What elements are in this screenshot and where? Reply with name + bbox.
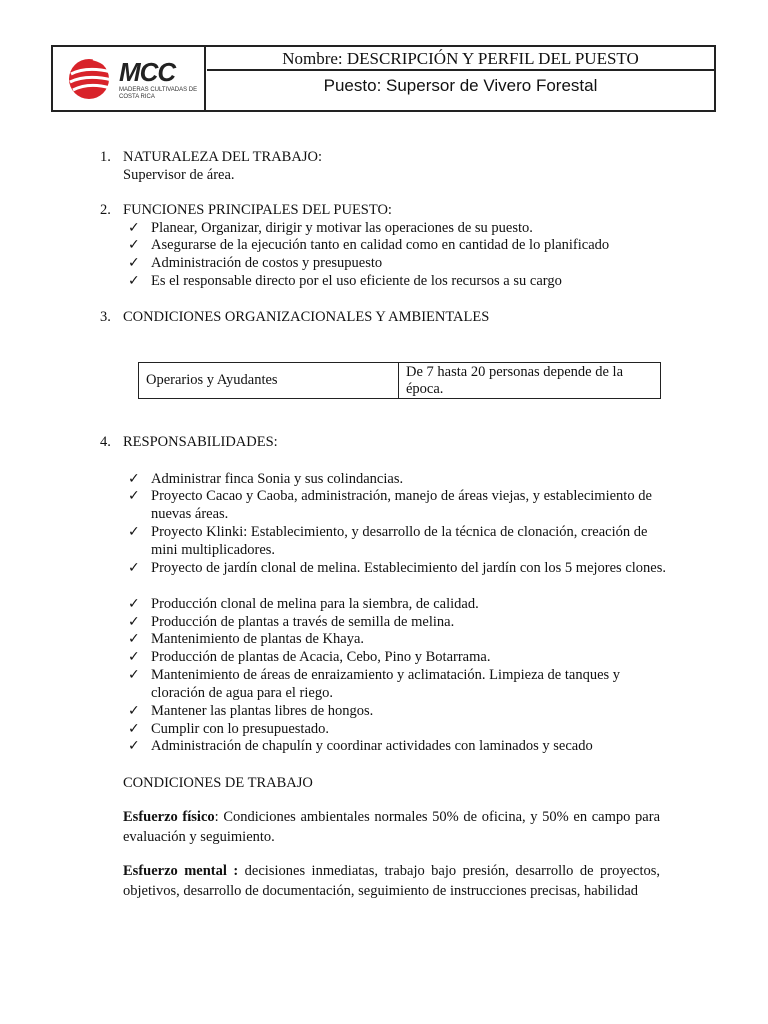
check-icon: ✓: [128, 721, 140, 737]
job-title: Puesto: Supersor de Vivero Forestal: [323, 76, 598, 95]
mental-effort-paragraph: [123, 861, 660, 901]
logo-text: MCC: [119, 57, 176, 87]
check-icon: ✓: [128, 488, 140, 504]
check-icon: ✓: [128, 738, 140, 754]
mcc-logo-icon: [67, 56, 115, 102]
list-item: Asegurarse de la ejecución tanto en calidad como en cantidad de lo planificado: [151, 237, 610, 253]
check-icon: ✓: [128, 524, 140, 540]
document-name: Nombre: DESCRIPCIÓN Y PERFIL DEL PUESTO: [207, 47, 714, 71]
physical-effort-paragraph: [123, 807, 660, 847]
section-number: 4.: [100, 434, 111, 450]
mental-effort-text: decisiones inmediatas, trabajo bajo presión, desarrollo de proyectos, objetivos, desarrollo de documentación, seguimiento de instrucciones precisas, habilidad: [123, 863, 660, 899]
logo-cell: [53, 47, 206, 110]
section-heading: NATURALEZA DEL TRABAJO:: [123, 149, 322, 165]
conditions-table: [138, 362, 661, 399]
section-heading: RESPONSABILIDADES:: [123, 434, 278, 450]
check-icon: ✓: [128, 273, 140, 289]
logo-subtitle: MADERAS CULTIVADAS DE COSTA RICA: [119, 87, 198, 100]
list-item: Mantenimiento de áreas de enraizamiento y aclimatación. Limpieza de tanques y cloración de agua para el riego.: [151, 667, 621, 701]
list-item: Cumplir con lo presupuestado.: [151, 721, 330, 737]
check-icon: ✓: [128, 560, 140, 576]
check-icon: ✓: [128, 614, 140, 630]
check-icon: ✓: [128, 703, 140, 719]
list-item: Producción de plantas de Acacia, Cebo, Pino y Botarrama.: [151, 649, 491, 665]
document-header: [51, 45, 716, 112]
section-number: 3.: [100, 309, 111, 325]
check-icon: ✓: [128, 471, 140, 487]
list-item: Mantener las plantas libres de hongos.: [151, 703, 374, 719]
mental-effort-label: Esfuerzo mental :: [123, 863, 239, 879]
list-item: Proyecto Klinki: Establecimiento, y desarrollo de la técnica de clonación, creación de mini multiplicadores.: [151, 524, 648, 558]
list-item: Administración de chapulín y coordinar actividades con laminados y secado: [151, 738, 593, 754]
section-text: Supervisor de área.: [123, 167, 235, 183]
check-icon: ✓: [128, 631, 140, 647]
check-icon: ✓: [128, 255, 140, 271]
check-icon: ✓: [128, 237, 140, 253]
list-item: Producción de plantas a través de semilla de melina.: [151, 614, 455, 630]
list-item: Proyecto Cacao y Caoba, administración, manejo de áreas viejas, y establecimiento de nuevas áreas.: [151, 488, 652, 522]
list-item: Mantenimiento de plantas de Khaya.: [151, 631, 365, 647]
section-number: 2.: [100, 202, 111, 218]
list-item: Producción clonal de melina para la siembra, de calidad.: [151, 596, 479, 612]
section-heading: CONDICIONES ORGANIZACIONALES Y AMBIENTALES: [123, 309, 490, 325]
section-number: 1.: [100, 149, 111, 165]
list-item: Administrar finca Sonia y sus colindancias.: [151, 471, 404, 487]
check-icon: ✓: [128, 596, 140, 612]
list-item: Proyecto de jardín clonal de melina. Establecimiento del jardín con los 5 mejores clones.: [151, 560, 666, 576]
table-cell: De 7 hasta 20 personas depende de la época.: [406, 364, 624, 397]
table-cell: Operarios y Ayudantes: [139, 363, 399, 398]
check-icon: ✓: [128, 220, 140, 236]
check-icon: ✓: [128, 667, 140, 683]
list-item: Planear, Organizar, dirigir y motivar las operaciones de su puesto.: [151, 220, 533, 236]
list-item: Administración de costos y presupuesto: [151, 255, 383, 271]
physical-effort-label: Esfuerzo físico: [123, 809, 215, 825]
section-heading: CONDICIONES DE TRABAJO: [123, 775, 313, 791]
check-icon: ✓: [128, 649, 140, 665]
physical-effort-text: : Condiciones ambientales normales 50% de oficina, y 50% en campo para evaluación y seguimiento.: [123, 809, 660, 845]
list-item: Es el responsable directo por el uso eficiente de los recursos a su cargo: [151, 273, 562, 289]
section-heading: FUNCIONES PRINCIPALES DEL PUESTO:: [123, 202, 392, 218]
